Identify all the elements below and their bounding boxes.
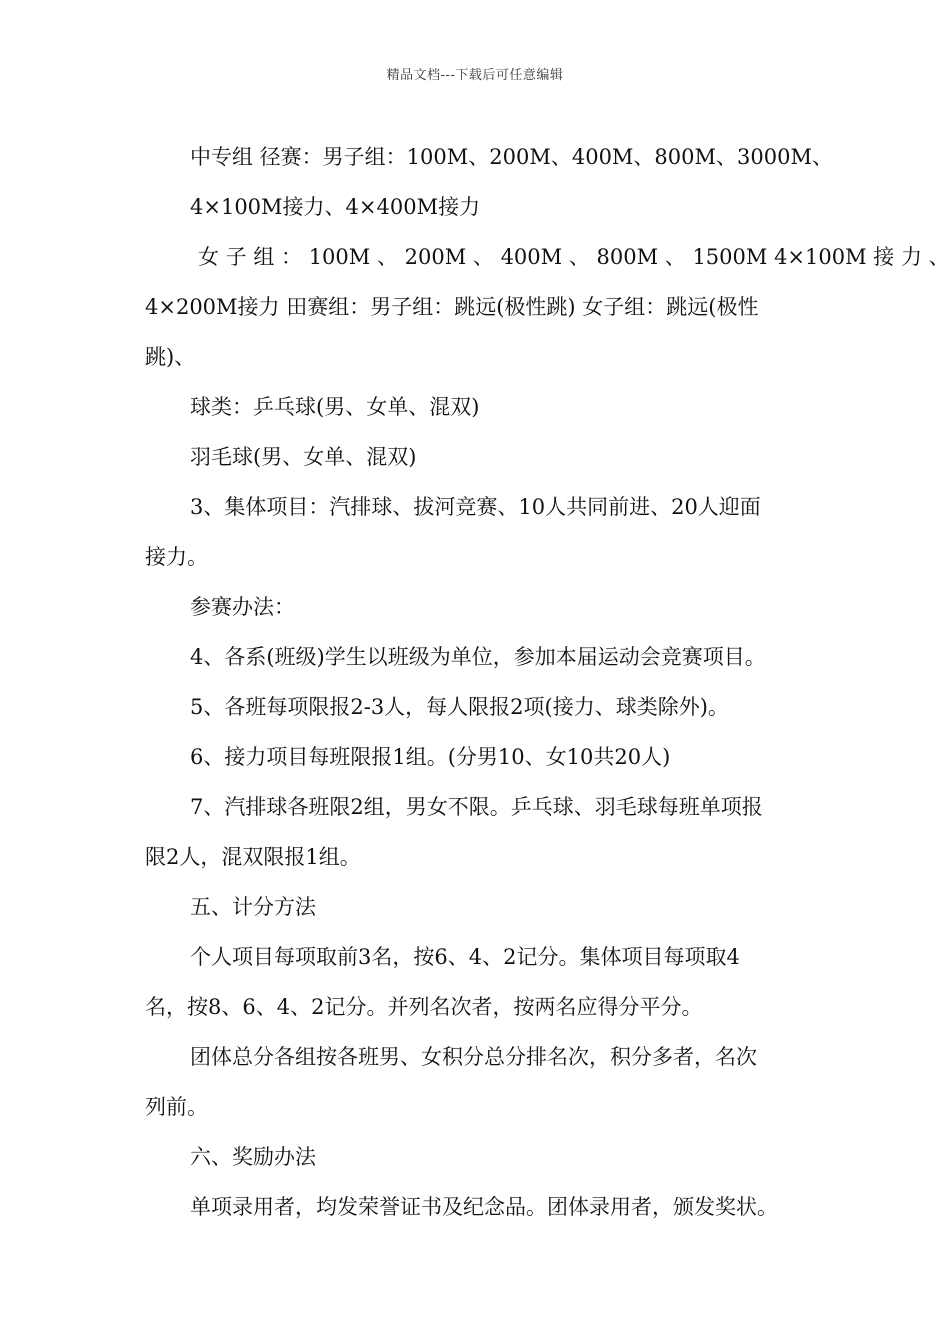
page-header: 精品文档---下载后可任意编辑 xyxy=(386,68,564,83)
paragraph-line: 跳)、 xyxy=(145,345,196,369)
paragraph-line: 羽毛球(男、女单、混双) xyxy=(190,445,417,469)
paragraph-line: 中专组 径赛：男子组：100M、200M、400M、800M、3000M、 xyxy=(190,145,833,169)
section-heading: 六、奖励办法 xyxy=(190,1145,316,1169)
paragraph-line: 4×100M接力、4×400M接力 xyxy=(190,195,481,219)
paragraph-line: 个人项目每项取前3名，按6、4、2记分。集体项目每项取4 xyxy=(190,945,740,969)
paragraph-line: 4×200M接力 田赛组：男子组：跳远(极性跳) 女子组：跳远(极性 xyxy=(145,295,759,319)
paragraph-line: 7、汽排球各班限2组，男女不限。乒乓球、羽毛球每班单项报 xyxy=(190,795,763,819)
paragraph-line: 接力。 xyxy=(145,545,208,569)
paragraph-line: 4、各系(班级)学生以班级为单位，参加本届运动会竞赛项目。 xyxy=(190,645,766,669)
paragraph-line: 名，按8、6、4、2记分。并列名次者，按两名应得分平分。 xyxy=(145,995,703,1019)
paragraph-line: 球类：乒乓球(男、女单、混双) xyxy=(190,395,480,419)
paragraph-line: 列前。 xyxy=(145,1095,208,1119)
paragraph-line: 限2人，混双限报1组。 xyxy=(145,845,361,869)
paragraph-line: 女 子 组 ： 100M 、 200M 、 400M 、 800M 、 1500M 4×100M 接 力 、 xyxy=(198,245,950,269)
paragraph-line: 团体总分各组按各班男、女积分总分排名次，积分多者，名次 xyxy=(190,1045,757,1069)
document-body xyxy=(145,132,950,1232)
paragraph-line: 6、接力项目每班限报1组。(分男10、女10共20人) xyxy=(190,745,671,769)
paragraph-line: 参赛办法： xyxy=(190,595,295,619)
paragraph-line: 单项录用者，均发荣誉证书及纪念品。团体录用者，颁发奖状。 xyxy=(190,1195,778,1219)
paragraph-line: 5、各班每项限报2-3人，每人限报2项(接力、球类除外)。 xyxy=(190,695,729,719)
section-heading: 五、计分方法 xyxy=(190,895,316,919)
paragraph-line: 3、集体项目：汽排球、拔河竞赛、10人共同前进、20人迎面 xyxy=(190,495,761,519)
